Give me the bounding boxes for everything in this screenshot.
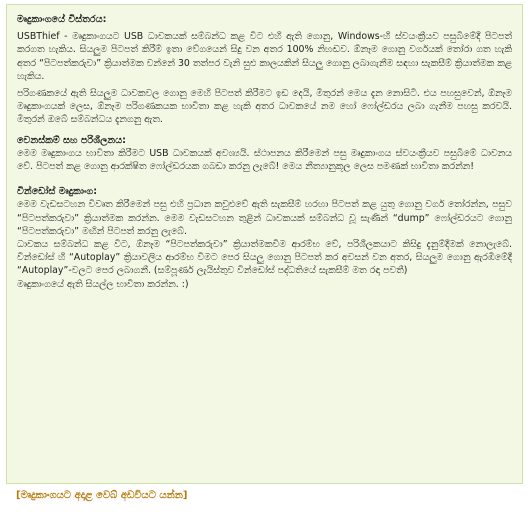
description-paragraph-1: USBThief - මෘදුකාංගයට USB ධාවකයක් සම්බන්ධ කළ විට එහි ඇති ගොනු, Windows-හි ස්වයංක්‍රීයව පසුබිමේදී පිටපත් කරගත හැකිය. සියලුම පිටපත් කිරීම් ඉතා වේගයෙන් සිදු වන අතර 100% නිහඬව. ඕනෑම ගොනු වර්ගයක් තෝරා ගත හැකි අතර “පිටපත්කරුවා” ක්‍රියාත්මක වන්නේ 30 තත්පර වැනි සුළු කාලයකින් සියලු ගොනු ලබාගැනීම සඳහා සැකසීම් ක්‍රියාත්මක කළ හැකිය. <box>17 31 512 82</box>
content-panel <box>6 4 523 484</box>
section-heading-windows: වින්ඩෝස් මෘදුකාංග: <box>17 186 98 198</box>
website-link[interactable]: [මෘදුකාංගයට අදාළ වෙබ් අඩවියට යන්න] <box>16 490 188 501</box>
windows-paragraph-1: මෙම වැඩසටහන විවෘත කිරීමෙන් පසු එහි ප්‍රධාන කවුළුවේ ඇති සැකසීම් හරහා පිටපත් කළ යුතු ගොනු වර්ග තෝරන්න, පසුව “පිටපත්කරුවා” ක්‍රියාත්මක කරන්න. මෙම වැඩසටහන තුළින් ධාවකයක් සම්බන්ධ වූ සැණින් “dump” ෆෝල්ඩරයට ගොනු “පිටපත්කරුවා” මඟින් පිටපත් කරනු ලැබේ. <box>17 199 512 237</box>
usage-paragraph: මෙම මෘදුකාංගය භාවිතා කිරීමට USB ධාවකයක් අවශ්‍යයි. ස්ථාපනය කිරීමෙන් පසු මෘදුකාංගය ස්වයංක්‍රීයව පසුබිමේ ධාවනය වේ. පිටපත් කළ ගොනු ආරක්ෂිත ෆෝල්ඩරයක ගබඩා කරනු ලැබේ! මෙය නීත්‍යානුකූල ලෙස පමණක් භාවිතා කරන්න! <box>17 147 512 173</box>
description-paragraph-2: පරිගණකයේ ඇති සියලුම ධාවකවල ගොනු මෙහි පිටපත් කිරීමට ඉඩ දෙයි, මිතුරන් මෙය දැන නොසිටී. එය පහසුවෙන්, ඕනෑම මෘදුකාංගයක් ලෙස, ඕනෑම පරිගණකයක භාවිතා කළ හැකි අතර ධාවකයේ නම හෝ ෆෝල්ඩරය ලබා ගැනීම පහසු කරවයි. මිතුරන් ඔබේ සම්බන්ධය දැනගනු ඇත. <box>17 88 512 126</box>
section-heading-description: මෘදුකාංගයේ විස්තරය: <box>17 14 107 25</box>
windows-paragraph-2: ධාවකය සම්බන්ධ කළ විට, ඕනෑම “පිටපත්කරුවා” ක්‍රියාත්මකවීම ආරම්භ වේ, පරිශීලකයාට කිසිදු දැනුම්දීමක් නොලැබේ. වින්ඩෝස් හි “Autoplay” ක්‍රියාවලිය ආරම්භ වීමට පෙර සියලු ගොනු පිටපත් කර අවසන් වන අතර, සියලුම ගොනු ඇරඹීමේදී “Autoplay”-වලට පෙර ලබාගනී. (සම්පූර්ණ ලැයිස්තුව වින්ඩෝස් පද්ධතියේ සැකසීම් මත රඳා පවතී) <box>17 239 512 277</box>
section-heading-usage: වෙනස්කම් සහ පරිශීලනය: <box>17 134 126 146</box>
windows-paragraph-3: මෘදුකාංගයේ ඇති සියල්ල භාවිතා කරන්න. :) <box>17 278 189 290</box>
